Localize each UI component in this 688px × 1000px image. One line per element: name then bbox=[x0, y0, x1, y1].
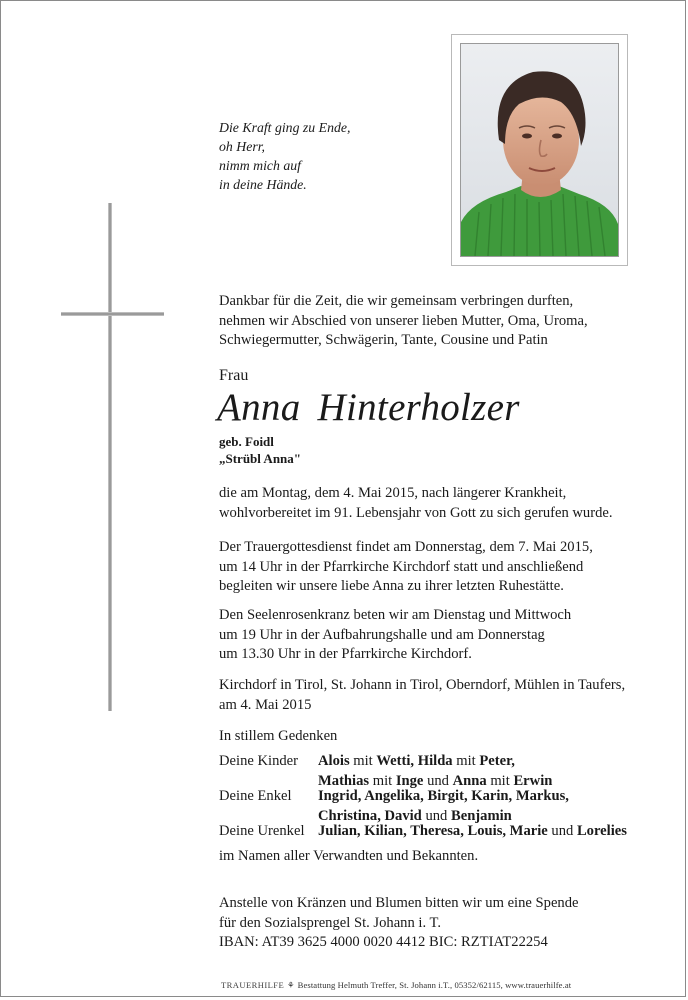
cross-vertical-bar bbox=[108, 203, 112, 711]
connector: mit bbox=[349, 753, 377, 769]
paragraph-line: wohlvorbereitet im 91. Lebensjahr von Gott zu sich gerufen wurde. bbox=[219, 504, 613, 521]
motto-line: in deine Hände. bbox=[219, 177, 307, 192]
motto-line: Die Kraft ging zu Ende, bbox=[219, 120, 351, 135]
portrait-image bbox=[461, 44, 618, 256]
relation-label: Deine Enkel bbox=[219, 788, 292, 804]
paragraph-line: Kirchdorf in Tirol, St. Johann in Tirol, Oberndorf, Mühlen in Taufers, bbox=[219, 677, 626, 693]
motto-line: nimm mich auf bbox=[219, 158, 302, 173]
mourner-name: Inge bbox=[395, 772, 424, 789]
last-name: Hinterholzer bbox=[317, 386, 520, 429]
donation-line: Anstelle von Kränzen und Blumen bitten wir um eine Spende bbox=[219, 895, 579, 911]
death-paragraph bbox=[219, 484, 669, 523]
donation-line: für den Sozialsprengel St. Johann i. T. bbox=[219, 914, 441, 931]
motto-line: oh Herr, bbox=[219, 139, 265, 154]
relation-label: Deine Urenkel bbox=[219, 823, 305, 839]
paragraph-line: um 14 Uhr in der Pfarrkirche Kirchdorf statt und anschließend bbox=[219, 558, 584, 575]
mourner-name: Benjamin bbox=[450, 807, 512, 824]
connector: mit bbox=[486, 772, 514, 789]
mourner-name: Wetti, Hilda bbox=[376, 753, 453, 769]
mourner-name: Anna bbox=[452, 772, 487, 789]
paragraph-line: um 19 Uhr in der Aufbahrungshalle und am Donnerstag bbox=[219, 626, 545, 643]
portrait-frame bbox=[451, 34, 628, 266]
mourner-name: Alois bbox=[318, 753, 350, 769]
salutation: Frau bbox=[219, 367, 249, 384]
intro-line: nehmen wir Abschied von unserer lieben Mutter, Oma, Uroma, bbox=[219, 312, 588, 329]
paragraph-line: Den Seelenrosenkranz beten wir am Dienstag und Mittwoch bbox=[219, 607, 572, 623]
great-grandchildren-names bbox=[318, 822, 627, 842]
grandchildren-names bbox=[318, 787, 569, 826]
mourner-name: Christina, David bbox=[318, 807, 422, 824]
paragraph-line: begleiten wir unsere liebe Anna zu ihrer letzten Ruhestätte. bbox=[219, 578, 564, 595]
mourners-children bbox=[219, 752, 553, 789]
mourner-name: Mathias bbox=[318, 772, 370, 789]
intro-line: Schwiegermutter, Schwägerin, Tante, Cousine und Patin bbox=[219, 332, 548, 349]
children-names bbox=[318, 752, 552, 791]
intro-line: Dankbar für die Zeit, die wir gemeinsam verbringen durften, bbox=[219, 293, 574, 309]
connector: mit bbox=[369, 772, 396, 789]
cross-horizontal-bar bbox=[61, 312, 164, 316]
mourners-closing: im Namen aller Verwandten und Bekannten. bbox=[219, 848, 479, 864]
paragraph-line: die am Montag, dem 4. Mai 2015, nach längerer Krankheit, bbox=[219, 485, 567, 501]
mourners-great-grandchildren bbox=[219, 822, 627, 842]
motto-verse bbox=[219, 118, 419, 194]
paragraph-line: um 13.30 Uhr in der Pfarrkirche Kirchdorf. bbox=[219, 646, 472, 663]
connector: und bbox=[547, 823, 577, 839]
funeral-home-info: Bestattung Helmuth Treffer, St. Johann i.T., 05352/62115, www.trauerhilfe.at bbox=[297, 980, 572, 990]
first-name: Anna bbox=[217, 386, 301, 429]
mourners-grandchildren bbox=[219, 787, 569, 824]
mourner-name: Lorelies bbox=[576, 823, 627, 839]
mourner-name: Erwin bbox=[513, 772, 553, 789]
mourners-heading: In stillem Gedenken bbox=[219, 728, 338, 744]
relation-label: Deine Kinder bbox=[219, 753, 299, 769]
deceased-name bbox=[217, 385, 520, 431]
paragraph-line: am 4. Mai 2015 bbox=[219, 696, 312, 713]
flower-icon: ⚘ bbox=[286, 980, 295, 990]
birth-name: geb. Foidl bbox=[219, 434, 274, 449]
mourner-name: Peter, bbox=[479, 753, 515, 769]
mourner-name: Ingrid, Angelika, Birgit, Karin, Markus, bbox=[318, 788, 569, 804]
nickname: „Strübl Anna" bbox=[219, 451, 301, 466]
places-paragraph bbox=[219, 676, 669, 715]
mourner-name: Julian, Kilian, Theresa, Louis, Marie bbox=[318, 823, 548, 839]
funeral-home-logo: TRAUERHILFE bbox=[221, 980, 285, 990]
intro-text bbox=[219, 292, 669, 351]
rosary-paragraph bbox=[219, 606, 669, 665]
paragraph-line: Der Trauergottesdienst findet am Donnerstag, dem 7. Mai 2015, bbox=[219, 539, 593, 555]
connector: mit bbox=[452, 753, 480, 769]
donation-line: IBAN: AT39 3625 4000 0020 4412 BIC: RZTIAT22254 bbox=[219, 934, 548, 951]
donation-request bbox=[219, 894, 669, 953]
connector: und bbox=[421, 807, 451, 824]
connector: und bbox=[423, 772, 453, 789]
footer bbox=[221, 979, 571, 991]
name-details bbox=[219, 433, 301, 467]
portrait-photo bbox=[460, 43, 619, 257]
service-paragraph bbox=[219, 538, 669, 597]
